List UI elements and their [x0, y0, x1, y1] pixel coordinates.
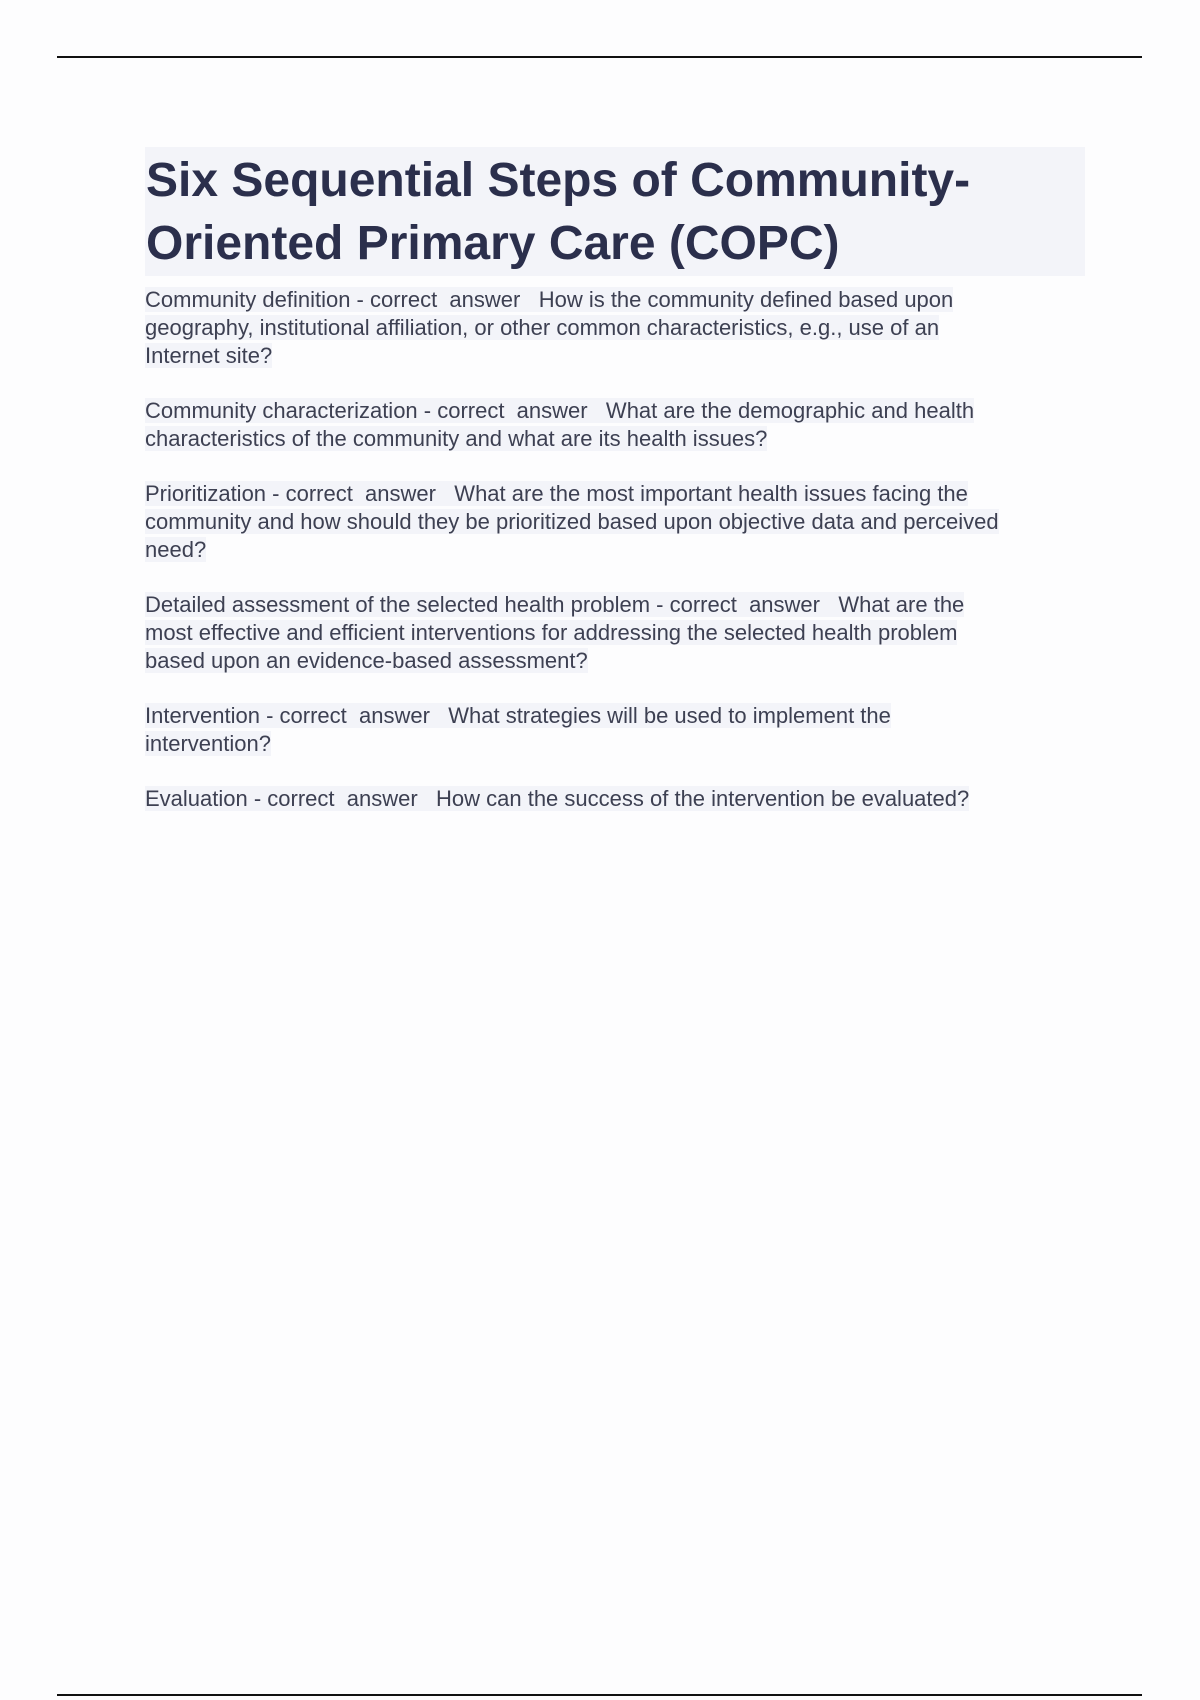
bottom-rule: [57, 1694, 1142, 1696]
line-text: geography, institutional affiliation, or other common characteristics, e.g., use of an: [145, 315, 940, 340]
paragraph-line: [145, 342, 1105, 370]
paragraph-line: [145, 730, 1105, 758]
document-body: [145, 286, 1105, 840]
paragraph-line: [145, 647, 1105, 675]
title-line: Six Sequential Steps of Community-: [146, 154, 971, 207]
line-text: Evaluation - correct answer How can the success of the intervention be evaluated?: [145, 786, 970, 811]
qa-paragraph: [145, 286, 1105, 370]
line-text: based upon an evidence-based assessment?: [145, 648, 588, 673]
line-text: Detailed assessment of the selected health problem - correct answer What are the: [145, 592, 965, 617]
line-text: intervention?: [145, 731, 271, 756]
paragraph-line: [145, 314, 1105, 342]
paragraph-line: [145, 536, 1105, 564]
line-text: Prioritization - correct answer What are the most important health issues facing the: [145, 481, 968, 506]
paragraph-line: [145, 397, 1105, 425]
qa-paragraph: [145, 397, 1105, 453]
line-text: most effective and efficient interventions for addressing the selected health problem: [145, 620, 958, 645]
line-text: community and how should they be prioritized based upon objective data and perceived: [145, 509, 999, 534]
paragraph-line: [145, 619, 1105, 647]
paragraph-line: [145, 702, 1105, 730]
paragraph-line: [145, 591, 1105, 619]
paragraph-line: [145, 425, 1105, 453]
paragraph-line: [145, 286, 1105, 314]
line-text: need?: [145, 537, 207, 562]
top-rule: [57, 56, 1142, 58]
line-text: Community definition - correct answer How is the community defined based upon: [145, 287, 954, 312]
paragraph-line: [145, 785, 1105, 813]
qa-paragraph: [145, 785, 1105, 813]
qa-paragraph: [145, 702, 1105, 758]
paragraph-line: [145, 508, 1105, 536]
title-line: Oriented Primary Care (COPC): [146, 217, 840, 270]
line-text: characteristics of the community and what are its health issues?: [145, 426, 768, 451]
page-title: [145, 147, 1085, 276]
paragraph-line: [145, 480, 1105, 508]
qa-paragraph: [145, 480, 1105, 564]
line-text: Community characterization - correct answer What are the demographic and health: [145, 398, 975, 423]
qa-paragraph: [145, 591, 1105, 675]
line-text: Intervention - correct answer What strategies will be used to implement the: [145, 703, 891, 728]
line-text: Internet site?: [145, 343, 273, 368]
